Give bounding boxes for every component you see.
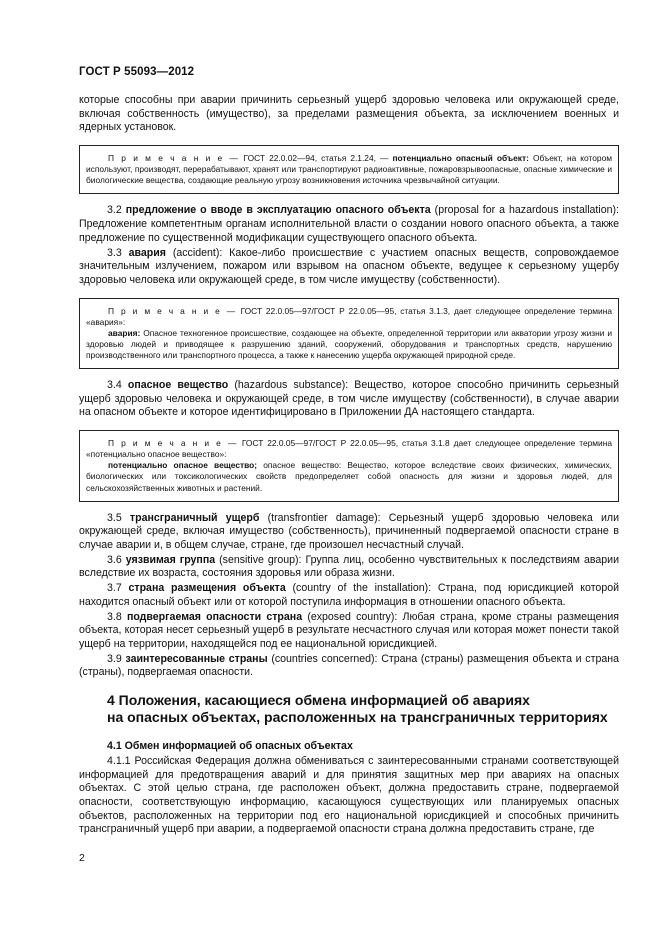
note-body: опасное вещество: Вещество, которое вследствие своих физических, химических, биологических или токсикологических свойств предопределяет собой опасность для жизни и здоровья людей, для сельскохозяйственных животных и растений. xyxy=(86,460,613,493)
note-box-1 xyxy=(79,145,619,194)
page-number: 2 xyxy=(79,852,85,864)
definition-text: (hazardous substance): Вещество, которое способно причинить серьезный ущерб здоровью человека и окружающей среде, в том числе имуществу (собственности), в случае аварии на опасном объекте и которое идентифицировано в Приложении ДА настоящего стандарта. xyxy=(79,379,619,419)
definition-number: 3.3 xyxy=(107,246,122,259)
note-intro: ГОСТ 22.0.05—97/ГОСТ Р 22.0.05—95, статья 3.1.3, дает следующее определение термина «авария»: xyxy=(86,305,613,327)
document-body xyxy=(79,94,619,837)
note-body: Объект, на котором используют, производят, перерабатывают, хранят или транспортируют радиоактивные, пожаровзрывоопасные, опасные химические и биологические вещества, создающие реальную угрозу возникновения источника чрезвычайной ситуации. xyxy=(86,153,613,186)
definition-text: (countries concerned): Страна (страны) размещения объекта и страна (страны), подвергаемая опасности. xyxy=(79,652,619,679)
section-4-title xyxy=(107,692,619,726)
definition-term: страна размещения объекта xyxy=(128,582,286,595)
definition-term: авария xyxy=(128,246,166,259)
definition-3-4 xyxy=(79,379,619,420)
definition-text: (sensitive group): Группа лиц, особенно чувствительных к последствиям аварии вследствие их возраста, состояния здоровья или образа жизни. xyxy=(79,553,619,580)
definition-3-6 xyxy=(79,554,619,581)
definition-number: 3.4 xyxy=(107,379,122,392)
definition-term: трансграничный ущерб xyxy=(129,511,260,524)
definition-term: подвергаемая опасности страна xyxy=(126,610,303,623)
definition-term: заинтересованные страны xyxy=(125,652,268,665)
note-body: Опасное техногенное происшествие, создающее на объекте, определенной территории или акватории угрозу жизни и здоровью людей и приводящее к разрушению зданий, сооружений, оборудования и транспортных средств, нарушению производственного или транспортного процесса, а также к нанесению ущерба окружающей природной среде. xyxy=(86,327,612,360)
definition-3-2 xyxy=(79,204,619,245)
definition-term: опасное вещество xyxy=(127,379,229,392)
definition-3-9 xyxy=(79,653,619,680)
definition-number: 3.8 xyxy=(107,610,122,623)
note-term: потенциально опасное вещество; xyxy=(108,460,258,471)
definition-number: 3.2 xyxy=(107,204,122,217)
definition-number: 3.5 xyxy=(107,511,122,524)
section-title-line-2: на опасных объектах, расположенных на трансграничных территориях xyxy=(107,709,608,726)
definition-text: (proposal for a hazardous installation): Предложение компетентным органам исполнительной власти о создании нового опасного объекта, а также предложение по существенной модификации существующего опасного объекта. xyxy=(79,204,619,244)
note-lead: П р и м е ч а н и е — xyxy=(108,153,240,164)
definition-number: 3.9 xyxy=(107,652,122,665)
note-box-3 xyxy=(79,430,619,501)
note-lead: П р и м е ч а н и е — xyxy=(108,305,237,316)
note-intro: ГОСТ 22.0.05—97/ГОСТ Р 22.0.05—95, статья 3.1.8 дает следующее определение термина «потенциально опасное вещество»: xyxy=(86,438,612,460)
definition-text: (transfrontier damage): Серьезный ущерб здоровью человека или окружающей среде, включая имущество (собственность), причиненный подвергаемой опасности стране в случае аварии и, в общем случае, стране, где произошел несчастный случай. xyxy=(79,511,619,552)
note-ref: ГОСТ 22.0.02—94, статья 2.1.24, — xyxy=(243,153,389,164)
definition-text: (exposed country): Любая страна, кроме страны размещения объекта, которая несет серьезный ущерб в результате несчастного случая или которая может понести такой ущерб на территории, находящейся под ее национальной юрисдикцией. xyxy=(79,610,619,650)
section-title-line-1: 4 Положения, касающиеся обмена информацией об авариях xyxy=(107,692,530,709)
definition-number: 3.6 xyxy=(107,553,122,566)
definition-term: уязвимая группа xyxy=(125,553,216,566)
definition-3-5 xyxy=(79,512,619,553)
note-lead: П р и м е ч а н и е — xyxy=(108,438,238,449)
document-header-code: ГОСТ Р 55093—2012 xyxy=(79,66,195,78)
note-term: потенциально опасный объект: xyxy=(392,153,529,164)
definition-3-8 xyxy=(79,611,619,652)
subsection-4-1-title: 4.1 Обмен информацией об опасных объектах xyxy=(107,740,353,753)
definition-3-7 xyxy=(79,582,619,609)
definition-term: предложение о вводе в эксплуатацию опасного объекта xyxy=(125,204,431,217)
definition-text: (country of the installation): Страна, под юрисдикцией которой находится опасный объект или от которой поступила информация в отношении опасного объекта. xyxy=(79,582,620,608)
definition-3-3 xyxy=(79,247,619,288)
note-box-2 xyxy=(79,298,619,369)
note-term: авария: xyxy=(108,327,141,338)
intro-continuation-paragraph: которые способны при аварии причинить серьезный ущерб здоровью человека или окружающей среде, включая собственность (имущество), за пределами размещения объекта, за исключением военных и ядерных установок. xyxy=(79,94,619,134)
definition-number: 3.7 xyxy=(107,582,122,595)
definition-text: (accident): Какое-либо происшествие с участием опасных веществ, сопровождаемое значительным излучением, пожаром или взрывом на опасном объекте, ведущее к серьезному ущербу здоровью человека или окружающей среде, в том числе имуществу (собственности). xyxy=(79,246,620,286)
paragraph-4-1-1: 4.1.1 Российская Федерация должна обмениваться с заинтересованными странами соответствующей информацией для предотвращения аварий и для принятия защитных мер при авариях на опасных объектах. С этой целью страна, где расположен объект, должна предоставить стране, подвергаемой опасности, соответствующую информацию, касающуюся существующих или планируемых опасных объектов, расположенных на территории под его национальной юрисдикцией и способных причинить трансграничный ущерб при аварии, а подвергаемой опасности страна должна предоставить стране, где xyxy=(79,754,619,836)
